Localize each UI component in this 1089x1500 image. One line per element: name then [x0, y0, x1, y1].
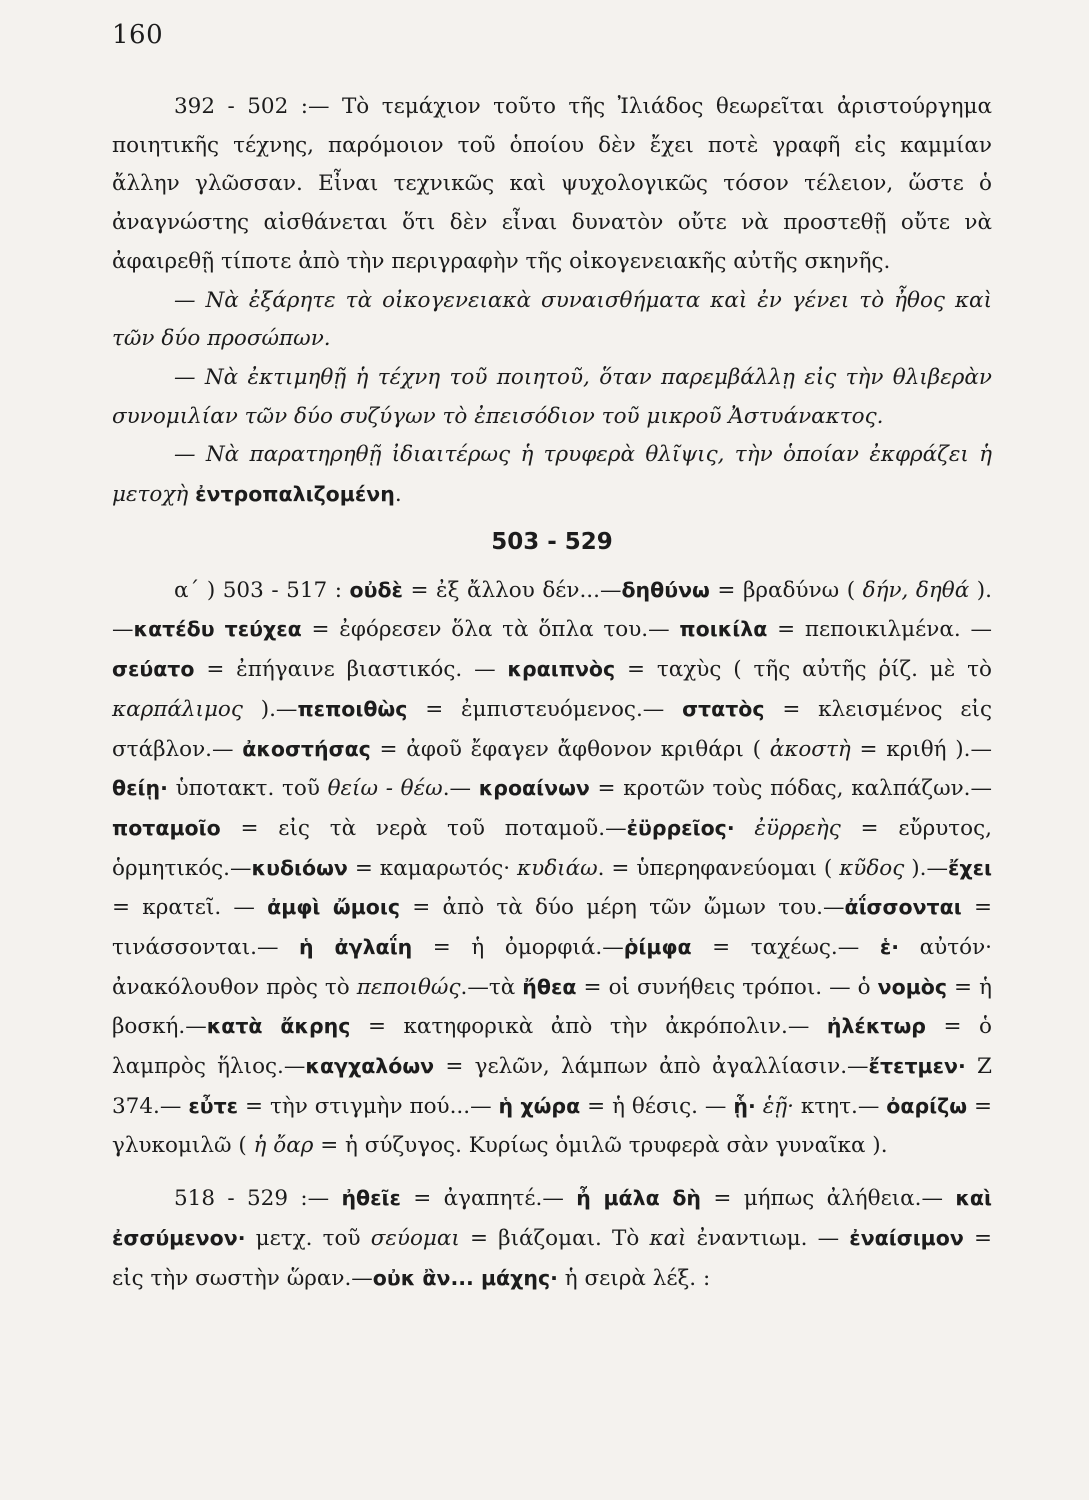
bold-term: ἠθεῖε [341, 1186, 401, 1211]
bold-term: ποικίλα [679, 617, 768, 642]
bold-term: πεποιθὼς [297, 696, 408, 721]
bold-term: ἀκοστήσας [242, 736, 371, 761]
page-text [112, 88, 992, 1298]
text-run: = κροτῶν τοὺς πόδας, καλπάζων.— [589, 776, 993, 802]
bold-term: ἑ· [879, 935, 900, 960]
text-run: . = ὑπερηφανεύομαι ( [597, 855, 840, 881]
text-run: = ἡ βοσκή.— [112, 974, 992, 1040]
glossary-paragraph [112, 1179, 992, 1298]
text-run: ).— [242, 696, 298, 722]
italic-text: ἐϋρρεὴς [754, 815, 841, 841]
bold-term: καὶ ἐσσύμενον· [112, 1186, 992, 1250]
text-run: = ἐξ ἄλλου δέν...— [402, 577, 622, 603]
page-number: 160 [112, 20, 164, 50]
text-run: = εὔρυτος, ὁρμητικός.— [112, 815, 992, 881]
italic-text: ἡ ὄαρ [253, 1132, 314, 1158]
text-run: ).— [904, 855, 948, 881]
text-run: 392 - 502 :— Τὸ τεμάχιον τοῦτο τῆς Ἰλιάδος θεωρεῖται ἀριστούργημα ποιητικῆς τέχνης, παρόμοιον τοῦ ὁποίου δὲν ἔχει ποτὲ γραφῆ εἰς καμμίαν ἄλλην γλῶσσαν. Εἶναι τεχνικῶς καὶ ψυχολογικῶς τόσον τέλειον, ὥστε ὁ ἀναγνώστης αἰσθάνεται ὅτι δὲν εἶναι δυνατὸν οὔτε νὰ προστεθῇ οὔτε νὰ ἀφαιρεθῇ τίποτε ἀπὸ τὴν περιγραφὴν τῆς οἰκογενειακῆς αὐτῆς σκηνῆς. [112, 94, 992, 274]
text-run: = κλεισμένος εἰς στάβλον.— [112, 696, 992, 762]
text-run: α΄ ) 503 - 517 : [174, 577, 350, 603]
bold-term: κυδιόων [251, 855, 348, 880]
italic-text: καρπάλιμος [112, 696, 243, 722]
text-run: . [394, 482, 402, 508]
text-run: = ταχέως.— [691, 935, 880, 961]
bold-term: ἤθεα [522, 974, 577, 999]
text-run: = κατηφορικὰ ἀπὸ τὴν ἀκρόπολιν.— [350, 1014, 827, 1040]
bold-term: ἔχει [947, 855, 992, 880]
text-run: = ταχὺς ( τῆς αὐτῆς ῥίζ. μὲ τὸ [615, 657, 992, 683]
glossary-paragraph [112, 571, 992, 1166]
bold-term: κραιπνὸς [507, 657, 616, 682]
text-run: = εἰς τὰ νερὰ τοῦ ποταμοῦ.— [220, 815, 627, 841]
bold-term: κατὰ ἄκρης [206, 1014, 351, 1039]
text-run: = ἡ θέσις. — [580, 1093, 734, 1119]
text-run: = εἰς τὴν σωστὴν ὥραν.— [112, 1225, 992, 1291]
text-run: = γλυκομιλῶ ( [112, 1093, 992, 1158]
text-run: ).— [112, 577, 993, 643]
bold-term: στατὸς [682, 696, 765, 721]
text-run: = τινάσσονται.— [112, 895, 992, 961]
bold-term: ἀμφὶ ὤμοις [267, 895, 401, 920]
bold-term: ᾗ· [733, 1093, 756, 1118]
bold-term: ῥίμφα [623, 935, 692, 960]
text-run: = ἡ ὀμορφιά.— [412, 935, 624, 961]
text-run: Ζ 374.— [112, 1054, 992, 1119]
text-run: αὐτόν· ἀνακόλουθον πρὸς τὸ [112, 935, 992, 1000]
bold-term: καγχαλόων [305, 1054, 435, 1079]
text-run: = ἀφοῦ ἔφαγεν ἄφθονον κριθάρι ( [370, 736, 770, 762]
bold-term: ἐϋρρεῖος· [626, 815, 735, 840]
bold-term: νομὸς [877, 974, 948, 999]
bold-term: ποταμοῖο [112, 815, 221, 840]
text-run: = γελῶν, λάμπων ἀπὸ ἀγαλλίασιν.— [434, 1054, 869, 1080]
text-run: ἐναντιωμ. — [686, 1225, 850, 1251]
italic-text: — Νὰ ἐκτιμηθῇ ἡ τέχνη τοῦ ποιητοῦ, ὅταν παρεμβάλλῃ εἰς τὴν θλιβερὰν συνομιλίαν τῶν δύο συζύγων τὸ ἐπεισόδιον τοῦ μικροῦ Ἀστυάνακτος. [112, 364, 992, 429]
bold-term: σεύατο [112, 657, 195, 682]
text-run: = ὁ λαμπρὸς ἥλιος.— [112, 1014, 992, 1080]
italic-text: ἀκοστὴ [769, 736, 851, 762]
text-run: = καμαρωτός· [347, 855, 518, 881]
text-run: = ἀπὸ τὰ δύο μέρη τῶν ὤμων του.— [400, 895, 845, 921]
italic-text: πεποιθώς [356, 974, 461, 1000]
text-run [735, 816, 755, 841]
bold-term: κατέδυ τεύχεα [133, 617, 302, 642]
italic-text: δήν, δηθά [862, 577, 970, 603]
text-run: = βραδύνω ( [709, 577, 863, 603]
bold-term: ὀαρίζω [886, 1093, 968, 1118]
bold-term: ἠλέκτωρ [826, 1014, 926, 1039]
text-run: μετχ. τοῦ [245, 1225, 371, 1251]
italic-text: καὶ [649, 1225, 687, 1251]
text-run: = κρατεῖ. — [112, 895, 268, 921]
text-run: = πεποικιλμένα. — [767, 617, 992, 643]
question-paragraph [112, 359, 992, 436]
text-run: = κριθή ).— [850, 736, 992, 762]
text-run: = ἐμπιστευόμενος.— [407, 696, 683, 722]
text-run: = οἱ συνήθεις τρόποι. — ὁ [576, 974, 878, 1000]
text-run: = ἀγαπητέ.— [400, 1186, 577, 1212]
bold-term: ἔτετμεν· [868, 1054, 966, 1079]
bold-term: ἡ χώρα [498, 1093, 581, 1118]
text-run: κτητ.— [793, 1093, 887, 1119]
bold-term: εὖτε [188, 1093, 239, 1118]
italic-text: κυδιάω [517, 855, 598, 881]
bold-term: οὐδὲ [349, 577, 403, 602]
bold-term: ἀΐσσονται [844, 895, 962, 920]
text-run: = τὴν στιγμὴν πού...— [238, 1093, 499, 1119]
bold-term: ἡ ἀγλαΐη [299, 935, 413, 960]
italic-text: — Νὰ παρατηρηθῇ ἰδιαιτέρως ἡ τρυφερὰ θλῖψις, τὴν ὁποίαν ἐκφράζει ἡ μετοχὴ [112, 442, 992, 508]
question-paragraph [112, 436, 992, 514]
text-run: ὑποτακτ. τοῦ [167, 776, 328, 802]
text-run: .— [442, 776, 479, 802]
italic-text: κῦδος [839, 855, 905, 881]
text-run [756, 1094, 763, 1119]
italic-text: — Νὰ ἐξάρητε τὰ οἰκογενειακὰ συναισθήματα καὶ ἐν γένει τὸ ἦθος καὶ τῶν δύο προσώπων. [112, 287, 992, 352]
italic-text: θείω - θέω [327, 776, 443, 802]
bold-term: ἐναίσιμον [849, 1225, 964, 1250]
bold-term: θείῃ· [112, 776, 168, 801]
bold-term: ἐντροπαλιζομένη [195, 482, 395, 507]
text-run: = ἐφόρεσεν ὅλα τὰ ὅπλα του.— [301, 617, 680, 643]
commentary-paragraph [112, 88, 992, 282]
text-run: 518 - 529 :— [174, 1186, 342, 1212]
italic-text: σεύομαι [370, 1225, 460, 1251]
section-heading: 503 - 529 [491, 528, 613, 555]
bold-term: ἦ μάλα δὴ [576, 1186, 702, 1211]
bold-term: δηθύνω [621, 577, 710, 602]
text-run: = ἡ σύζυγος. Κυρίως ὁμιλῶ τρυφερὰ σὰν γυναῖκα ). [313, 1132, 888, 1158]
text-run: = βιάζομαι. Τὸ [459, 1225, 650, 1251]
bold-term: κροαίνων [478, 776, 590, 801]
text-run: .—τὰ [460, 974, 523, 1000]
paragraph-gap [112, 1165, 992, 1179]
bold-term: οὐκ ἂν... μάχης· [372, 1265, 558, 1290]
text-run: ἡ σειρὰ λέξ. : [557, 1265, 711, 1291]
text-run: = μήπως ἀλήθεια.— [701, 1186, 956, 1212]
italic-text: ἑῇ· [762, 1093, 794, 1119]
question-paragraph [112, 282, 992, 359]
text-run: = ἐπήγαινε βιαστικός. — [194, 657, 508, 683]
